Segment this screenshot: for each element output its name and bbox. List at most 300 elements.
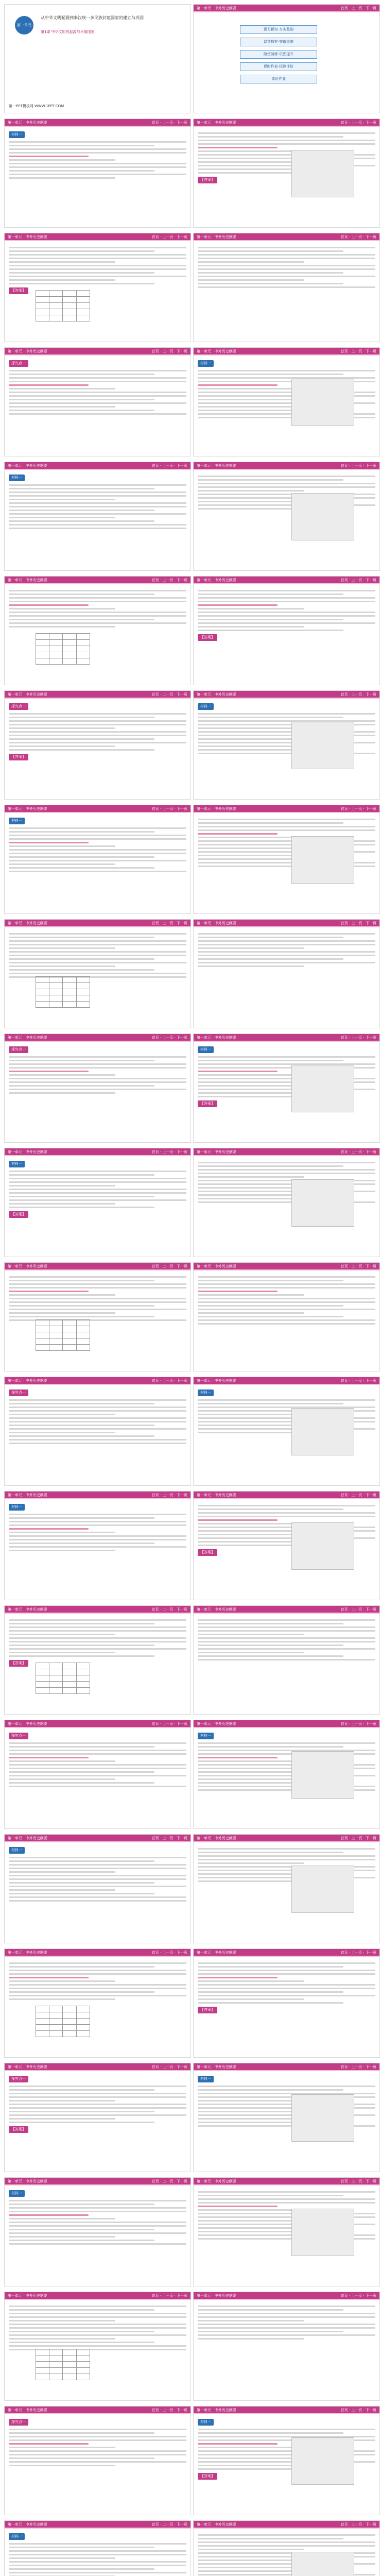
header-left: 第一单元 · 中外历史纲要: [197, 921, 236, 925]
slide-header: [5, 577, 190, 584]
text-line: [198, 1880, 304, 1882]
text-line: [198, 590, 375, 591]
table-cell: [36, 2006, 49, 2012]
answer-tag: 【答案】: [9, 1660, 28, 1667]
text-line: [9, 1652, 115, 1653]
text-line: [9, 2240, 154, 2241]
text-line: [9, 517, 115, 518]
text-line: [9, 381, 186, 382]
text-line: [9, 597, 186, 599]
section-menu: [240, 25, 317, 87]
text-line: [9, 1283, 186, 1285]
table-cell: [63, 634, 76, 640]
text-line: [9, 1889, 115, 1891]
material-tag: 材料一: [9, 2533, 25, 2540]
content-slide: [193, 1720, 380, 1829]
table-cell: [63, 646, 76, 652]
text-line: [9, 1875, 186, 1876]
text-line: [198, 1626, 375, 1628]
text-line: [9, 1443, 186, 1444]
text-line: [198, 1074, 304, 1076]
table-cell: [36, 995, 49, 1002]
text-line: [198, 2327, 375, 2329]
table-cell: [63, 297, 76, 303]
slide-body: [198, 245, 375, 337]
table-cell: [49, 1675, 63, 1682]
text-line: [9, 1648, 186, 1650]
text-line: [9, 392, 186, 393]
table-cell: [76, 2362, 90, 2368]
text-line: [198, 1859, 375, 1860]
text-line: [9, 1521, 186, 1522]
slide-header: [5, 1949, 190, 1957]
text-line: [9, 1192, 186, 1194]
slide-body: [9, 2532, 186, 2576]
table-cell: [36, 2362, 49, 2368]
table-cell: [63, 1688, 76, 1694]
header-nav[interactable]: 首页 · 上一页 · 下一页: [340, 1607, 376, 1612]
table-cell: [49, 309, 63, 315]
header-nav[interactable]: 首页 · 上一页 · 下一页: [340, 1379, 376, 1383]
text-line: [198, 143, 375, 145]
table-wrap: [36, 2349, 90, 2380]
table-cell: [76, 303, 90, 309]
text-line: [9, 1550, 115, 1551]
table-wrap: [36, 2006, 90, 2037]
text-line: [198, 265, 375, 266]
text-line: [9, 1294, 115, 1296]
header-nav[interactable]: 首页 · 上一页 · 下一页: [151, 921, 187, 925]
text-line: [9, 402, 186, 404]
table-cell: [36, 1002, 49, 1008]
text-line: [9, 2547, 154, 2548]
text-line: [198, 622, 375, 624]
text-line: [9, 374, 154, 375]
header-nav[interactable]: 首页 · 上一页 · 下一页: [340, 578, 376, 582]
header-nav[interactable]: 首页 · 上一页 · 下一页: [340, 1264, 376, 1268]
text-line: [9, 2089, 154, 2091]
menu-item-extra[interactable]: 课时作业: [240, 75, 317, 83]
text-line: [198, 965, 304, 967]
text-line: [198, 1509, 343, 1510]
text-line: [9, 2447, 115, 2448]
text-line: [9, 955, 186, 956]
illustration: [291, 722, 354, 769]
text-line: [198, 1194, 304, 1196]
text-line: [198, 1060, 343, 1061]
header-nav[interactable]: 首页 · 上一页 · 下一页: [340, 2179, 376, 2183]
slide-header: [5, 1835, 190, 1842]
text-line: [9, 594, 154, 595]
table-cell: [36, 2012, 49, 2019]
table-row: [36, 1682, 90, 1688]
header-nav[interactable]: 首页 · 上一页 · 下一页: [151, 1379, 187, 1383]
slide-header: [194, 5, 379, 12]
text-line: [9, 1760, 115, 1762]
table-cell: [76, 2006, 90, 2012]
header-nav[interactable]: 首页 · 上一页 · 下一页: [151, 2065, 187, 2069]
text-line: [198, 2198, 375, 2200]
header-nav[interactable]: 首页 · 上一页 · 下一页: [340, 2294, 376, 2298]
text-line: [9, 513, 186, 515]
highlight-line: [9, 156, 89, 157]
text-line: [9, 254, 186, 256]
text-line: [9, 1092, 115, 1094]
text-line: [9, 148, 186, 150]
text-line: [198, 1505, 375, 1506]
header-nav[interactable]: 首页 · 上一页 · 下一页: [151, 235, 187, 239]
text-line: [9, 410, 154, 411]
highlight-line: [9, 1977, 89, 1978]
text-line: [9, 1410, 186, 1412]
highlight-line: [198, 1071, 278, 1072]
table-cell: [49, 2006, 63, 2012]
text-line: [9, 2565, 186, 2566]
slide-body: [9, 130, 186, 223]
text-line: [198, 254, 375, 256]
answer-tag: 【答案】: [198, 1100, 217, 1107]
section-tag: 探究点一: [9, 1733, 28, 1739]
text-line: [9, 2225, 186, 2227]
text-line: [9, 2232, 186, 2234]
text-line: [198, 2086, 375, 2087]
text-line: [198, 1855, 375, 1857]
text-line: [9, 2543, 186, 2545]
header-left: 第一单元 · 中外历史纲要: [197, 2408, 236, 2412]
header-left: 第一单元 · 中外历史纲要: [197, 2294, 236, 2298]
header-nav[interactable]: 首页 · 上一页 · 下一页: [340, 121, 376, 125]
text-line: [198, 1414, 304, 1415]
text-line: [9, 1298, 186, 1299]
text-line: [9, 1900, 186, 1902]
table-cell: [49, 977, 63, 983]
header-nav[interactable]: 首页 · 上一页 · 下一页: [151, 807, 187, 811]
header-nav[interactable]: 首页 · 上一页 · 下一页: [151, 1264, 187, 1268]
table-cell: [76, 1675, 90, 1682]
text-line: [9, 524, 186, 526]
text-line: [198, 962, 375, 963]
header-nav[interactable]: 首页 · 上一页 · 下一页: [340, 464, 376, 468]
header-nav[interactable]: 首页 · 上一页 · 下一页: [340, 1150, 376, 1154]
table-wrap: [36, 1663, 90, 1694]
table-cell: [36, 634, 49, 640]
content-slide: [4, 2406, 191, 2515]
text-line: [198, 1280, 343, 1281]
table-cell: [63, 1663, 76, 1669]
text-line: [198, 2313, 375, 2314]
text-line: [198, 283, 343, 284]
table-cell: [76, 1663, 90, 1669]
header-nav[interactable]: 首页 · 上一页 · 下一页: [340, 1722, 376, 1726]
text-line: [198, 1623, 343, 1624]
table-cell: [36, 291, 49, 297]
text-line: [198, 2195, 343, 2196]
header-nav[interactable]: 首页 · 上一页 · 下一页: [340, 1951, 376, 1955]
text-line: [198, 1319, 375, 1321]
menu-item-preview[interactable]: 预习新知·夯实基础: [240, 25, 317, 34]
header-left: 第一单元 · 中外历史纲要: [8, 1150, 47, 1154]
header-nav[interactable]: 首页 · 上一页 · 下一页: [151, 1607, 187, 1612]
header-nav[interactable]: 首页 · 上一页 · 下一页: [340, 1036, 376, 1040]
text-line: [9, 2306, 186, 2307]
text-line: [9, 735, 186, 736]
text-line: [198, 2331, 343, 2332]
slide-header: [194, 691, 379, 699]
text-line: [9, 1174, 154, 1176]
text-line: [9, 742, 186, 743]
slide-header: [194, 1148, 379, 1156]
header-nav[interactable]: 首页 · 上一页 · 下一页: [340, 921, 376, 925]
menu-item-homework[interactable]: 课时作业·检测评价: [240, 62, 317, 71]
text-line: [198, 1165, 343, 1167]
material-tag: 材料一: [9, 1504, 25, 1511]
table-cell: [36, 1332, 49, 1338]
content-slide: [193, 2177, 380, 2286]
menu-item-practice[interactable]: 随堂演练·巩固提升: [240, 50, 317, 59]
header-left: 第一单元 · 中外历史纲要: [197, 1607, 236, 1612]
text-line: [9, 2200, 186, 2201]
text-line: [198, 608, 304, 609]
illustration: [291, 2209, 354, 2256]
header-nav[interactable]: 首页 · 上一页 · 下一页: [151, 1722, 187, 1726]
text-line: [9, 377, 186, 379]
header-nav[interactable]: 首页 · 上一页 · 下一页: [340, 2408, 376, 2412]
content-slide: [4, 1148, 191, 1257]
header-nav[interactable]: 首页 · 上一页 · 下一页: [151, 1036, 187, 1040]
text-line: [9, 1868, 186, 1869]
slide-header: [5, 1606, 190, 1614]
text-line: [9, 1857, 186, 1858]
content-slide: [193, 576, 380, 685]
header-nav[interactable]: 首页 · 上一页 · 下一页: [151, 1150, 187, 1154]
text-line: [9, 2100, 115, 2102]
text-line: [9, 1067, 186, 1069]
header-left: 第一单元 · 中外历史纲要: [8, 921, 47, 925]
slide-body: [9, 817, 186, 909]
slide-header: [194, 1835, 379, 1842]
text-line: [9, 492, 186, 493]
header-nav[interactable]: 首页 · 上一页 · 下一页: [340, 1836, 376, 1840]
table-row: [36, 2025, 90, 2031]
text-line: [9, 2222, 186, 2223]
header-left: 第一单元 · 中外历史纲要: [197, 1836, 236, 1840]
header-left: 第一单元 · 中外历史纲要: [8, 2065, 47, 2069]
info-table: [36, 1319, 90, 1351]
content-slide: [193, 462, 380, 571]
text-line: [9, 1626, 186, 1628]
text-line: [9, 283, 154, 284]
header-nav[interactable]: 首页 · 上一页 · 下一页: [151, 349, 187, 353]
material-tag: 材料一: [198, 2076, 214, 2082]
text-line: [9, 1864, 186, 1866]
text-line: [198, 1966, 343, 1968]
text-line: [9, 1428, 186, 1430]
header-nav[interactable]: 首页 · 上一页 · 下一页: [151, 2179, 187, 2183]
text-line: [9, 969, 154, 971]
text-line: [9, 831, 154, 833]
table-cell: [36, 1338, 49, 1345]
header-nav[interactable]: 首页 · 上一页 · 下一页: [340, 807, 376, 811]
table-cell: [63, 2355, 76, 2362]
header-nav[interactable]: 首页 · 上一页 · 下一页: [151, 578, 187, 582]
header-nav[interactable]: 首页 · 上一页 · 下一页: [340, 692, 376, 697]
header-nav[interactable]: 首页 · 上一页 · 下一页: [151, 2294, 187, 2298]
cover-slide: [4, 4, 191, 113]
header-nav[interactable]: 首页 · 上一页 · 下一页: [340, 6, 376, 10]
answer-tag: 【答案】: [198, 2007, 217, 2013]
highlight-line: [9, 842, 89, 843]
table-cell: [36, 977, 49, 983]
text-line: [198, 479, 343, 481]
section-tag: 探究点一: [9, 1389, 28, 1396]
text-line: [9, 1860, 154, 1862]
text-line: [9, 1623, 154, 1624]
header-nav[interactable]: 首页 · 上一页 · 下一页: [340, 2522, 376, 2527]
text-line: [198, 1323, 375, 1325]
table-cell: [49, 983, 63, 989]
text-line: [198, 933, 375, 935]
text-line: [198, 951, 375, 953]
text-line: [198, 1399, 375, 1401]
header-nav[interactable]: 首页 · 上一页 · 下一页: [151, 692, 187, 697]
table-cell: [63, 1332, 76, 1338]
text-line: [9, 1753, 186, 1755]
table-cell: [36, 658, 49, 665]
header-left: 第一单元 · 中外历史纲要: [8, 1264, 47, 1268]
table-cell: [49, 640, 63, 646]
text-line: [198, 2432, 343, 2434]
content-slide: [4, 1720, 191, 1829]
table-cell: [63, 983, 76, 989]
text-line: [9, 1742, 186, 1744]
material-tag: 材料一: [9, 1161, 25, 1167]
table-row: [36, 2349, 90, 2355]
text-line: [9, 1991, 154, 1993]
text-line: [9, 1746, 154, 1748]
content-slide: [4, 1377, 191, 1486]
text-line: [198, 2316, 375, 2318]
text-line: [198, 2100, 304, 2102]
text-line: [9, 1081, 186, 1083]
highlight-line: [198, 1977, 278, 1978]
header-nav[interactable]: 首页 · 上一页 · 下一页: [151, 1836, 187, 1840]
material-tag: 材料一: [9, 818, 25, 824]
content-slide: [193, 1605, 380, 1715]
header-nav[interactable]: 首页 · 上一页 · 下一页: [151, 2408, 187, 2412]
text-line: [9, 962, 186, 963]
slide-body: [198, 1617, 375, 1710]
table-cell: [36, 2019, 49, 2025]
slide-body: [198, 588, 375, 681]
slide-body: [9, 702, 186, 795]
info-table: [36, 290, 90, 321]
table-cell: [63, 303, 76, 309]
text-line: [198, 594, 343, 595]
text-line: [198, 140, 375, 141]
table-cell: [36, 1326, 49, 1332]
slide-header: [194, 348, 379, 355]
text-line: [9, 1517, 154, 1519]
text-line: [9, 2243, 186, 2245]
highlight-line: [9, 2214, 89, 2216]
content-slide: [4, 919, 191, 1028]
table-row: [36, 995, 90, 1002]
table-cell: [76, 1326, 90, 1332]
header-nav[interactable]: 首页 · 上一页 · 下一页: [151, 1493, 187, 1497]
text-line: [198, 247, 375, 248]
highlight-line: [9, 1757, 89, 1758]
slide-header: [194, 233, 379, 241]
text-line: [9, 835, 186, 836]
header-nav[interactable]: 首页 · 上一页 · 下一页: [340, 349, 376, 353]
header-nav[interactable]: 首页 · 上一页 · 下一页: [151, 464, 187, 468]
menu-item-explore[interactable]: 课堂探究·突破重难: [240, 38, 317, 46]
text-line: [9, 2316, 186, 2318]
highlight-line: [9, 2443, 89, 2445]
highlight-line: [9, 1291, 89, 1292]
text-line: [198, 2089, 343, 2091]
table-wrap: [36, 1319, 90, 1351]
text-line: [9, 1189, 186, 1190]
highlight-line: [198, 833, 278, 835]
text-line: [9, 738, 154, 740]
text-line: [9, 2218, 115, 2219]
answer-tag: 【答案】: [198, 1549, 217, 1556]
text-line: [9, 2204, 154, 2205]
text-line: [9, 1896, 186, 1898]
header-left: 第一单元 · 中外历史纲要: [197, 1951, 236, 1955]
text-line: [198, 1655, 343, 1657]
text-line: [198, 713, 375, 715]
header-nav[interactable]: 首页 · 上一页 · 下一页: [151, 1951, 187, 1955]
header-left: 第一单元 · 中外历史纲要: [197, 1150, 236, 1154]
text-line: [9, 1778, 115, 1780]
text-line: [198, 855, 304, 856]
cover-title: 从中华文明起源到秦汉统一多民族封建国家的建立与巩固: [41, 15, 144, 20]
text-line: [9, 2429, 186, 2430]
table-row: [36, 640, 90, 646]
header-left: 第一单元 · 中外历史纲要: [8, 121, 47, 125]
text-line: [198, 615, 375, 617]
text-line: [9, 1514, 186, 1515]
header-nav[interactable]: 首页 · 上一页 · 下一页: [340, 1493, 376, 1497]
header-left: 第一单元 · 中外历史纲要: [8, 349, 47, 353]
text-line: [9, 528, 186, 529]
header-nav[interactable]: 首页 · 上一页 · 下一页: [151, 121, 187, 125]
table-cell: [36, 640, 49, 646]
header-nav[interactable]: 首页 · 上一页 · 下一页: [151, 2522, 187, 2527]
table-row: [36, 309, 90, 315]
table-cell: [49, 2349, 63, 2355]
text-line: [9, 2454, 186, 2455]
highlight-line: [198, 2443, 278, 2445]
table-cell: [49, 2355, 63, 2362]
text-line: [198, 1283, 375, 1285]
header-left: 第一单元 · 中外历史纲要: [8, 1036, 47, 1040]
header-left: 第一单元 · 中外历史纲要: [197, 464, 236, 468]
text-line: [9, 1771, 154, 1773]
table-cell: [63, 995, 76, 1002]
text-line: [9, 2554, 186, 2555]
slide-header: [194, 1263, 379, 1270]
header-nav[interactable]: 首页 · 上一页 · 下一页: [340, 235, 376, 239]
text-line: [198, 947, 304, 949]
slide-header: [5, 2063, 190, 2071]
text-line: [9, 2324, 186, 2325]
header-nav[interactable]: 首页 · 上一页 · 下一页: [340, 2065, 376, 2069]
slide-header: [194, 1034, 379, 1042]
text-line: [198, 2534, 375, 2536]
